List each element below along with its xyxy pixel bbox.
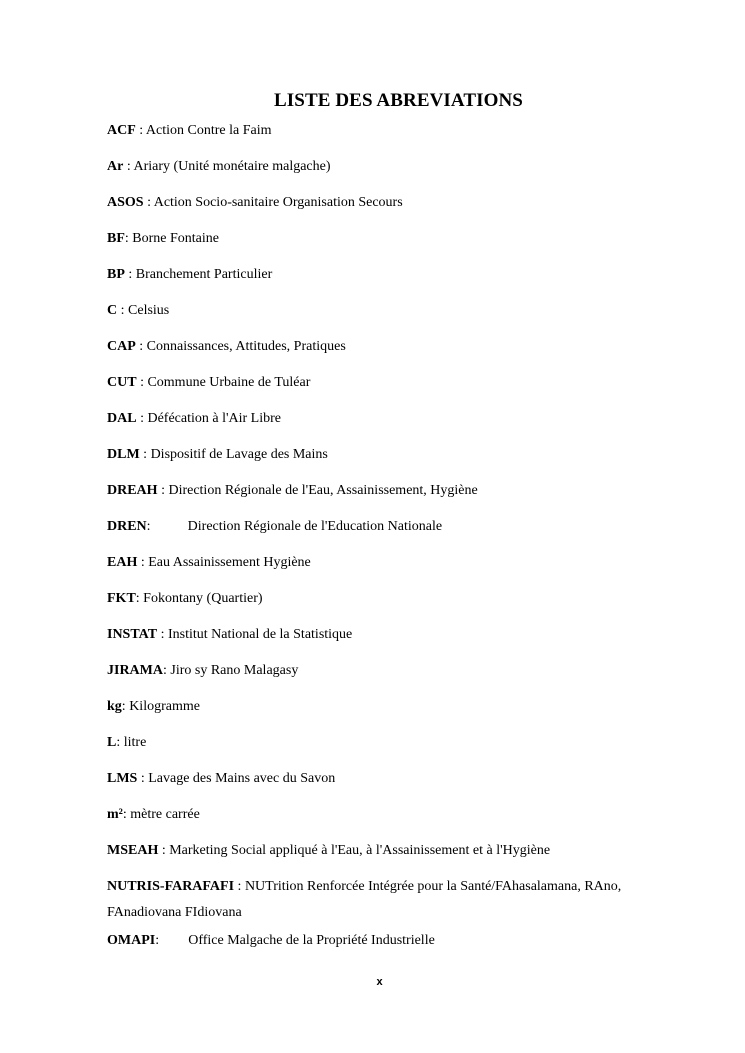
separator: : — [124, 231, 133, 246]
definition: Kilogramme — [129, 699, 200, 714]
abbreviation: FKT — [107, 591, 136, 606]
definition: Branchement Particulier — [135, 267, 273, 282]
list-item — [107, 482, 667, 500]
separator: : — [157, 627, 168, 642]
list-item — [107, 806, 667, 824]
definition: Défécation à l'Air Libre — [147, 411, 281, 426]
list-item — [107, 698, 667, 716]
separator: : — [234, 879, 245, 894]
list-item — [107, 590, 667, 608]
separator: : — [136, 375, 148, 390]
abbreviation: EAH — [107, 555, 138, 570]
list-item — [107, 194, 667, 212]
separator: : — [121, 699, 130, 714]
definition: Lavage des Mains avec du Savon — [148, 771, 336, 786]
page-title: LISTE DES ABREVIATIONS — [274, 90, 523, 111]
definition: mètre carrée — [130, 807, 200, 822]
list-item — [107, 626, 667, 644]
definition: Direction Régionale de l'Eau, Assainissement, Hygiène — [168, 483, 478, 498]
abbreviation: NUTRIS-FARAFAFI — [107, 879, 235, 894]
definition: Direction Régionale de l'Education Nationale — [187, 519, 443, 534]
definition: Office Malgache de la Propriété Industrielle — [188, 933, 435, 948]
abbreviation: MSEAH — [107, 843, 159, 858]
abbreviation: Ar — [107, 159, 124, 174]
list-item — [107, 230, 667, 248]
abbreviation: BP — [107, 267, 125, 282]
abbreviation: LMS — [107, 771, 138, 786]
separator: : — [124, 267, 136, 282]
list-item — [107, 554, 667, 572]
separator: : — [135, 123, 146, 138]
definition: Marketing Social appliqué à l'Eau, à l'Assainissement et à l'Hygiène — [169, 843, 551, 858]
abbreviation: ACF — [107, 123, 136, 138]
separator: : — [143, 195, 154, 210]
definition: Action Socio-sanitaire Organisation Secours — [153, 195, 403, 210]
definition: Jiro sy Rano Malagasy — [170, 663, 299, 678]
separator: : — [123, 159, 134, 174]
abbreviation: DREAH — [107, 483, 158, 498]
abbreviation: kg — [107, 699, 122, 714]
abbreviation: L — [107, 735, 117, 750]
separator: : — [155, 933, 160, 948]
separator: : — [139, 447, 151, 462]
list-item — [107, 266, 667, 284]
list-item — [107, 302, 667, 320]
definition: Fokontany (Quartier) — [143, 591, 263, 606]
abbreviation: C — [107, 303, 118, 318]
abbreviation: OMAPI — [107, 933, 156, 948]
abbreviation: INSTAT — [107, 627, 158, 642]
definition: litre — [123, 735, 147, 750]
separator: : — [117, 303, 129, 318]
list-item — [107, 842, 667, 860]
abbreviation: JIRAMA — [107, 663, 163, 678]
separator: : — [122, 807, 131, 822]
list-item — [107, 932, 667, 950]
separator: : — [137, 771, 149, 786]
separator: : — [135, 591, 144, 606]
abbreviation: m² — [107, 807, 123, 822]
definition: Eau Assainissement Hygiène — [148, 555, 311, 570]
abbreviation: CUT — [107, 375, 137, 390]
definition: Institut National de la Statistique — [167, 627, 353, 642]
abbreviation: CAP — [107, 339, 136, 354]
separator: : — [135, 339, 147, 354]
list-item — [107, 734, 667, 752]
abbreviation: BF — [107, 231, 125, 246]
definition: Ariary (Unité monétaire malgache) — [133, 159, 331, 174]
page-number: x — [376, 976, 383, 988]
list-item — [107, 874, 667, 918]
separator: : — [116, 735, 124, 750]
list-item — [107, 770, 667, 788]
list-item — [107, 662, 667, 680]
definition: NUTrition Renforcée Intégrée pour la Santé/FAhasalamana, RAno, FAnadiovana FIdiovana — [107, 879, 622, 920]
separator: : — [163, 663, 171, 678]
definition: Borne Fontaine — [132, 231, 219, 246]
abbreviation-list — [107, 122, 667, 968]
list-item — [107, 374, 667, 392]
list-item — [107, 518, 667, 536]
definition: Dispositif de Lavage des Mains — [150, 447, 328, 462]
list-item — [107, 122, 667, 140]
list-item — [107, 446, 667, 464]
list-item — [107, 338, 667, 356]
abbreviation: DLM — [107, 447, 140, 462]
separator: : — [146, 519, 151, 534]
separator: : — [157, 483, 169, 498]
list-item — [107, 158, 667, 176]
separator: : — [137, 555, 149, 570]
definition: Connaissances, Attitudes, Pratiques — [146, 339, 346, 354]
abbreviation: DAL — [107, 411, 137, 426]
definition: Action Contre la Faim — [145, 123, 272, 138]
abbreviation: ASOS — [107, 195, 144, 210]
definition: Commune Urbaine de Tuléar — [147, 375, 311, 390]
separator: : — [136, 411, 148, 426]
separator: : — [158, 843, 170, 858]
abbreviation: DREN — [107, 519, 147, 534]
definition: Celsius — [128, 303, 170, 318]
list-item — [107, 410, 667, 428]
